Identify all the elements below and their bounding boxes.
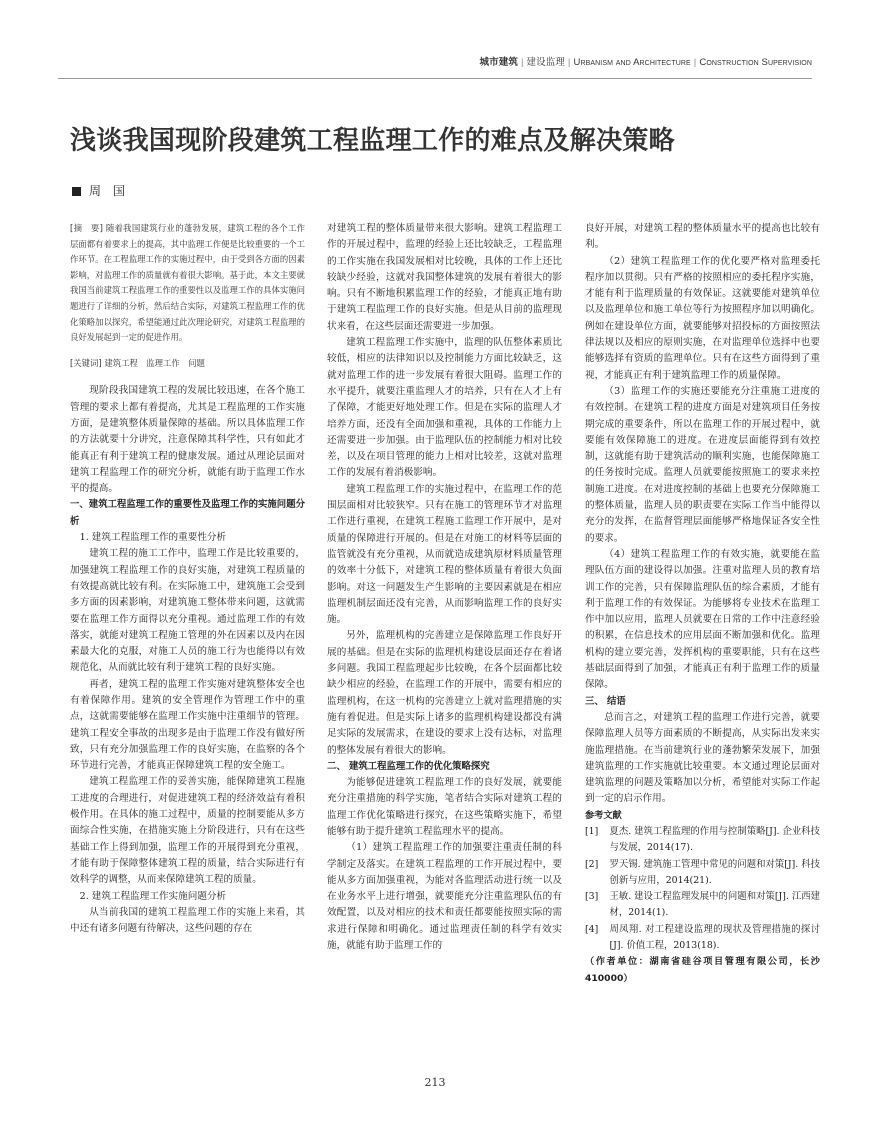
page-number: 213 bbox=[424, 1076, 446, 1089]
reference-text: 夏杰. 建筑工程监理的作用与控制策略[J]. 企业科技与发展，2014(17). bbox=[609, 825, 820, 854]
reference-item bbox=[585, 922, 820, 955]
reference-number: [3] bbox=[585, 891, 599, 903]
header-section-cn: 城市建筑 bbox=[479, 57, 518, 68]
column-left bbox=[70, 221, 305, 937]
body-paragraph: 现阶段我国建筑工程的发展比较迅速，在各个施工管理的要求上都有着提高，尤其是工程监理的工作实施方面，是建筑整体质量保障的基础。所以具体监理工作的方法就要十分讲究，注意保障其科学性，只有如此才能真正有利于建筑工程的健康发展。通过从理论层面对建筑工程监理工作的研究分析，就能有助于监理工作水平的提高。 bbox=[70, 385, 305, 495]
body-paragraph: 总而言之，对建筑工程的监理工作进行完善，就要保障监理人员等方面素质的不断提高，从实际出发来实施监理措施。在当前建筑行业的蓬勃繁荣发展下，加强建筑监理的工作实施就比较重要。本文通过理论层面对建筑监理的问题及策略加以分析，希望能对实际工作起到一定的启示作用。 bbox=[585, 711, 820, 805]
body-paragraph: 从当前我国的建筑工程监理工作的实施上来看，其中还有诸多问题有待解决，这些问题的存在 bbox=[70, 906, 305, 935]
keywords-label: [关键词] bbox=[70, 357, 102, 368]
article-title: 浅谈我国现阶段建筑工程监理工作的难点及解决策略 bbox=[70, 126, 675, 156]
reference-item bbox=[585, 824, 820, 857]
author-square-icon bbox=[72, 187, 81, 196]
author-affiliation: （作者单位：湖南省硅谷项目管理有限公司，长沙410000） bbox=[585, 956, 820, 984]
body-paragraph-continued: 对建筑工程的整体质量带来很大影响。建筑工程监理工作的开展过程中，监理的经验上还比较缺乏，工程监理的工作实施在我国发展相对比较晚，具体的工作上还比较缺少经验，这就对我国整体建筑的发展有着很大的影响。只有不断地积累监理工作的经验，才能真正地有助于建筑工程监理工作的良好实施。但是从目前的监理现状来看，在这些层面还需要进一步加强。 bbox=[327, 223, 562, 332]
abstract bbox=[70, 221, 305, 346]
body-paragraph: （2）建筑工程监理工作的优化要严格对监理委托程序加以贯彻。只有严格的按照相应的委托程序实施，才能有利于监理质量的有效保证。这就要能对建筑单位以及监理单位和施工单位等行为按照程序加以明确化。例如在建设单位方面，就要能够对招投标的方面按照法律法规以及相应的原则实施，在对监理单位选择中也要能够选择有资质的监理单位。只有在这些方面得到了重视，才能真正有利于建筑监理工作的质量保障。 bbox=[585, 255, 820, 381]
header-section-en: Urbanism and Architecture bbox=[573, 57, 691, 68]
keywords bbox=[70, 356, 305, 372]
body-paragraph: 建筑工程监理工作实施中，监理的队伍整体素质比较低，相应的法律知识以及控制能力方面比较缺乏，这就对监理工作的进一步发展有着很大阻碍。监理工作的水平提升，就要注重监理人才的培养，只有在人才上有了保障，才能更好地处理工作。但是在实际的监理人才培养方面，还没有全面加强和重视，具体的工作能力上还需要进一步加强。由于监理队伍的控制能力相对比较差，以及在项目管理的能力上相对比较差，这就对监理工作的发展有着消极影响。 bbox=[327, 337, 562, 479]
references-heading: 参考文献 bbox=[585, 809, 622, 821]
subsection-heading: 1. 建筑工程监理工作的重要性分析 bbox=[79, 532, 227, 544]
reference-item bbox=[585, 889, 820, 922]
body-paragraph: （3）监理工作的实施还要能充分注重施工进度的有效控制。在建筑工程的进度方面是对建筑项目任务按期完成的重要条件，所以在监理工作的开展过程中，就要能有效保障施工的进度。在进度层面能得到有效控制，这就能有助于建筑活动的顺利实施，也能保障施工的任务按时完成。监理人员就要能按照施工的要求来控制施工进度。在对进度控制的基础上也要充分保障施工的整体质量，监理人员的职责要在实际工作当中能得以充分的发挥，在监督管理层面能够严格地保证各安全性的要求。 bbox=[585, 385, 820, 544]
body-paragraph: 建筑工程监理工作的实施过程中，在监理工作的范围层面相对比较狭窄。只有在施工的管理环节才对监理工作进行重视，在建筑工程施工监理工作开展中，是对质量的保障进行开展的。但是在对施工的材料等层面的监管就没有充分重视，从而就造成建筑原材料质量管理的效率十分低下，对建筑工程的整体质量有着很大负面影响。对这一问题发生产生影响的主要因素就是在相应监理机制层面还没有完善，从而影响监理工作的良好实施。 bbox=[327, 483, 562, 626]
keywords-text: 建筑工程 监理工作 问题 bbox=[104, 357, 205, 368]
body-paragraph: 建筑工程监理工作的妥善实施，能保障建筑工程施工进度的合理进行，对促进建筑工程的经济效益有着积极作用。在具体的施工过程中，质量的控制要能从多方面综合性实施，在措施实施上分阶段进行，只有在这些基础工作上得到加强，监理工作的开展得到充分重视，才能有助于保障整体建筑工程的质量，结合实际进行有效科学的调整，从而来保障建筑工程的质量。 bbox=[70, 776, 305, 886]
body-paragraph: 为能够促进建筑工程监理工作的良好发展，就要能充分注重措施的科学实施，笔者结合实际对建筑工程的监理工作优化策略进行探究，在这些策略实施下，希望能够有助于提升建筑工程监理水平的提高。 bbox=[327, 777, 562, 837]
abstract-text: 随着我国建筑行业的蓬勃发展，建筑工程的各个工作层面都有着要求上的提高，其中监理工作便是比较重要的一个工作环节。在工程监理工作的实施过程中，由于受到各方面的因素影响，对监理工作的质量就有着很大影响。基于此，本文主要就我国当前建筑工程监理工作的重要性以及监理工作的具体实施问题进行了详细的分析，然后结合实际，对建筑工程监理工作的优化策略加以探究，希望能通过此次理论研究，对建筑工程监理的良好发展起到一定的促进作用。 bbox=[70, 223, 305, 343]
section-heading: 一、建筑工程监理工作的重要性及监理工作的实施问题分析 bbox=[70, 499, 305, 527]
author-name: 周 国 bbox=[89, 184, 126, 198]
body-paragraph: （1）建筑工程监理工作的加强要注重责任制的科学制定及落实。在建筑工程监理的工作开展过程中，要能从多方面加强重视，为能对各监理活动进行统一以及在业务水平上进行增强，就要能充分注重监理队伍的有效配置，以及对相应的技术和责任都要能按照实际的需求进行保障和明确化。通过监理责任制的科学有效实施，就能有助于监理工作的 bbox=[327, 842, 562, 952]
reference-item bbox=[585, 857, 820, 890]
section-heading: 二、 建筑工程监理工作的优化策略探究 bbox=[327, 760, 490, 772]
reference-number: [1] bbox=[585, 825, 599, 837]
section-heading: 三、 结语 bbox=[585, 695, 626, 707]
header-sub-cn: 建设监理 bbox=[526, 57, 565, 68]
body-paragraph: （4）建筑工程监理工作的有效实施，就要能在监理队伍方面的建设得以加强。注重对监理人员的教育培训工作的完善，只有保障监理队伍的综合素质，才能有利于监理工作的有效保证。为能够将专业技术在监理工作中加以应用，监理人员就要在日常的工作中注意经验的积累，在信息技术的应用层面不断加强和优化。监理机构的建立要完善，发挥机构的重要职能，只有在这些基础层面得到了加强，才能真正有利于监理工作的质量保障。 bbox=[585, 548, 820, 691]
reference-text: 周凤翔. 对工程建设监理的现状及管理措施的探讨[J]. 价值工程，2013(18). bbox=[609, 923, 820, 952]
column-middle bbox=[327, 221, 562, 954]
header-rule bbox=[58, 78, 812, 79]
reference-text: 王敏. 建设工程监理发展中的问题和对策[J]. 江西建材，2014(1). bbox=[609, 891, 820, 919]
body-paragraph: 再者，建筑工程的监理工作实施对建筑整体安全也有着保障作用。建筑的安全管理作为管理工作中的重点，这就需要能够在监理工作实施中注重细节的管理。建筑工程安全事故的出现多是由于监理工作没有做好所致，只有充分加强监理工作的良好实施，在监察的各个环节进行完善，才能真正保障建筑工程的安全施工。 bbox=[70, 678, 305, 772]
reference-text: 罗天锡. 建筑施工管理中常见的问题和对策[J]. 科技创新与应用，2014(21). bbox=[609, 858, 820, 886]
running-header: 城市建筑 | 建设监理 | Urbanism and Architecture | Construction Supervision bbox=[479, 57, 812, 68]
body-paragraph-continued: 良好开展，对建筑工程的整体质量水平的提高也比较有利。 bbox=[585, 223, 820, 251]
abstract-label: [摘 要] bbox=[70, 223, 103, 233]
column-right bbox=[585, 221, 820, 987]
header-sub-en: Construction Supervision bbox=[699, 57, 812, 68]
reference-number: [4] bbox=[585, 923, 599, 935]
body-paragraph: 另外，监理机构的完善建立是保障监理工作良好开展的基础。但是在实际的监理机构建设层面还存在着诸多问题。我国工程监理起步比较晚，在各个层面都比较缺少相应的经验，在监理工作的开展中，需要有相应的监理机构，在这一机构的完善建立上就对监理措施的实施有着促进。但是实际上诸多的监理机构建设都没有满足实际的发展需求，在建设的要求上没有达标，对监理的整体发展有着很大的影响。 bbox=[327, 630, 562, 756]
subsection-heading: 2. 建筑工程监理工作实施问题分析 bbox=[79, 890, 227, 902]
reference-number: [2] bbox=[585, 858, 599, 870]
author-line bbox=[72, 182, 125, 199]
body-paragraph: 建筑工程的施工工作中，监理工作是比较重要的，加强建筑工程监理工作的良好实施，对建筑工程质量的有效提高就比较有利。在实际施工中，建筑施工会受到多方面的因素影响，对建筑施工整体带来问题，这就需要在监理工作方面得以充分重视。通过监理工作的有效落实，就能对建筑工程施工管理的外在因素以及内在因素最大化的克服，对施工人员的施工行为也能得以有效规范化，从而就比较有利于建筑工程的良好实施。 bbox=[70, 548, 305, 674]
